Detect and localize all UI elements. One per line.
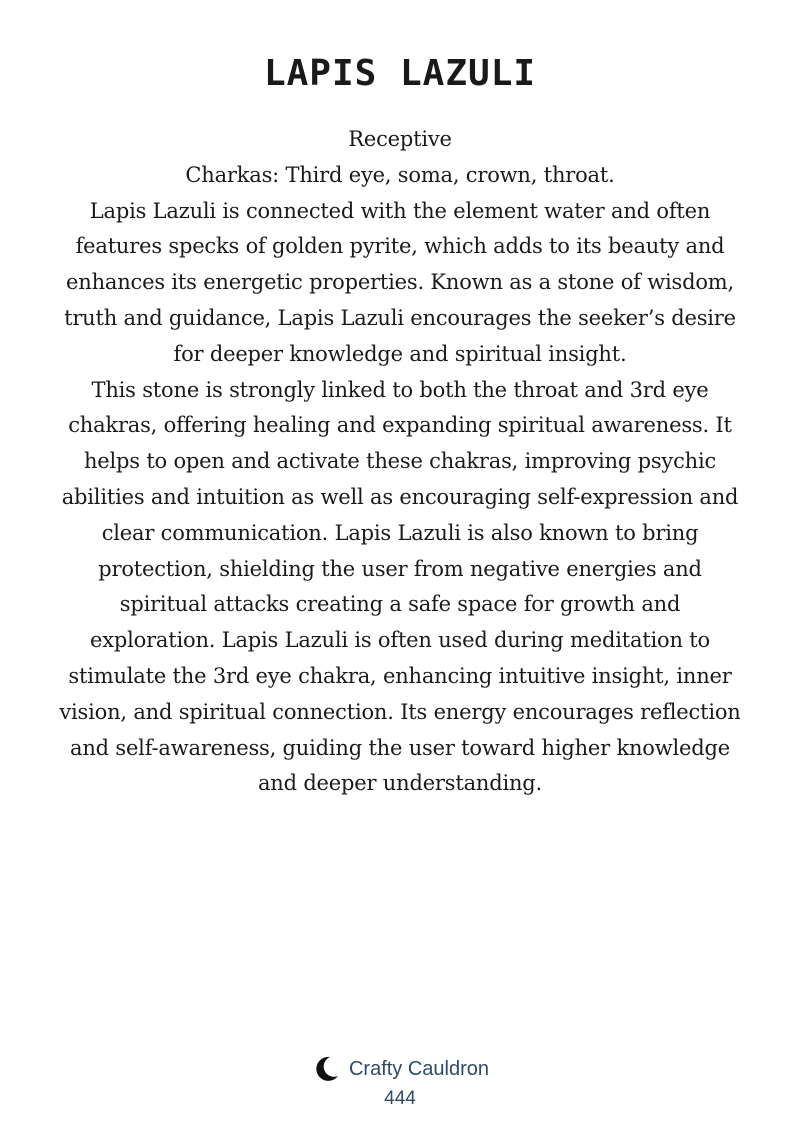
page-title: LAPIS LAZULI — [263, 53, 537, 94]
paragraph-1: Lapis Lazuli is connected with the element water and often features specks of golden pyrite, which adds to its beauty and enhances its energetic properties. Known as a stone of wisdom, truth and guidance, Lapis Lazuli encourages the seeker’s desire for deeper knowledge and spiritual insight. — [64, 198, 736, 366]
charkas-line: Charkas: Third eye, soma, crown, throat. — [185, 162, 615, 187]
brand-row — [0, 1052, 800, 1086]
paragraph-2: This stone is strongly linked to both the throat and 3rd eye chakras, offering healing and expanding spiritual awareness. It helps to open and activate these chakras, improving psychic abilities and intuition as well as encouraging self-expression and clear communication. Lapis Lazuli is also known to bring protection, shielding the user from negative energies and spiritual attacks creating a safe space for growth and exploration. Lapis Lazuli is often used during meditation to stimulate the 3rd eye chakra, enhancing intuitive insight, inner vision, and spiritual connection. Its energy encourages reflection and self-awareness, guiding the user toward higher knowledge and deeper understanding. — [59, 377, 741, 796]
body-text — [55, 122, 745, 802]
brand-name: Crafty Cauldron — [348, 1057, 490, 1080]
page-number: 444 — [384, 1088, 416, 1109]
subtitle: Receptive — [348, 127, 452, 151]
crescent-moon-icon — [311, 1054, 341, 1084]
footer — [0, 1052, 800, 1110]
